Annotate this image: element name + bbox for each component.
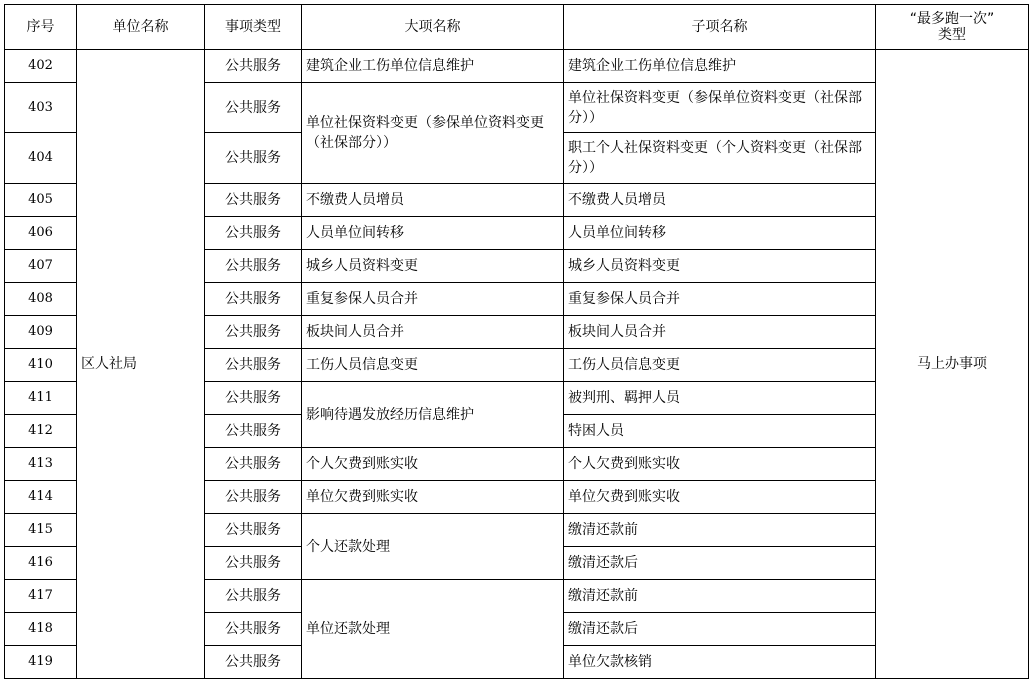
major-cell: 个人还款处理 bbox=[302, 514, 564, 580]
type-cell: 公共服务 bbox=[205, 217, 302, 250]
header-major: 大项名称 bbox=[302, 5, 564, 50]
type-cell: 公共服务 bbox=[205, 83, 302, 133]
seq-cell: 407 bbox=[5, 250, 77, 283]
header-row bbox=[5, 5, 1029, 50]
header-run-type-line1: “最多跑一次” bbox=[909, 11, 995, 27]
sub-cell: 工伤人员信息变更 bbox=[564, 349, 876, 382]
major-cell: 单位欠费到账实收 bbox=[302, 481, 564, 514]
header-unit: 单位名称 bbox=[77, 5, 205, 50]
seq-cell: 417 bbox=[5, 580, 77, 613]
run-type-cell: 马上办事项 bbox=[876, 50, 1029, 679]
seq-cell: 408 bbox=[5, 283, 77, 316]
sub-cell: 单位欠费到账实收 bbox=[564, 481, 876, 514]
sub-cell: 职工个人社保资料变更（个人资料变更（社保部分）） bbox=[564, 133, 876, 184]
sub-cell: 板块间人员合并 bbox=[564, 316, 876, 349]
sub-cell: 特困人员 bbox=[564, 415, 876, 448]
unit-name-cell: 区人社局 bbox=[77, 50, 205, 679]
seq-cell: 414 bbox=[5, 481, 77, 514]
major-cell: 影响待遇发放经历信息维护 bbox=[302, 382, 564, 448]
seq-cell: 419 bbox=[5, 646, 77, 679]
major-cell: 个人欠费到账实收 bbox=[302, 448, 564, 481]
sub-cell: 单位社保资料变更（参保单位资料变更（社保部分）） bbox=[564, 83, 876, 133]
type-cell: 公共服务 bbox=[205, 415, 302, 448]
major-cell: 单位还款处理 bbox=[302, 580, 564, 679]
seq-cell: 405 bbox=[5, 184, 77, 217]
sub-cell: 个人欠费到账实收 bbox=[564, 448, 876, 481]
table-row bbox=[5, 50, 1029, 83]
sub-cell: 人员单位间转移 bbox=[564, 217, 876, 250]
type-cell: 公共服务 bbox=[205, 283, 302, 316]
major-cell: 城乡人员资料变更 bbox=[302, 250, 564, 283]
sub-cell: 缴清还款后 bbox=[564, 613, 876, 646]
sub-cell: 建筑企业工伤单位信息维护 bbox=[564, 50, 876, 83]
seq-cell: 406 bbox=[5, 217, 77, 250]
type-cell: 公共服务 bbox=[205, 184, 302, 217]
service-items-table bbox=[4, 4, 1029, 679]
type-cell: 公共服务 bbox=[205, 646, 302, 679]
header-run-type bbox=[876, 5, 1029, 50]
type-cell: 公共服务 bbox=[205, 613, 302, 646]
header-type: 事项类型 bbox=[205, 5, 302, 50]
seq-cell: 403 bbox=[5, 83, 77, 133]
seq-cell: 418 bbox=[5, 613, 77, 646]
header-seq: 序号 bbox=[5, 5, 77, 50]
type-cell: 公共服务 bbox=[205, 50, 302, 83]
seq-cell: 402 bbox=[5, 50, 77, 83]
type-cell: 公共服务 bbox=[205, 580, 302, 613]
seq-cell: 410 bbox=[5, 349, 77, 382]
type-cell: 公共服务 bbox=[205, 547, 302, 580]
seq-cell: 411 bbox=[5, 382, 77, 415]
sub-cell: 重复参保人员合并 bbox=[564, 283, 876, 316]
sub-cell: 单位欠款核销 bbox=[564, 646, 876, 679]
type-cell: 公共服务 bbox=[205, 448, 302, 481]
type-cell: 公共服务 bbox=[205, 250, 302, 283]
type-cell: 公共服务 bbox=[205, 133, 302, 184]
sub-cell: 缴清还款前 bbox=[564, 514, 876, 547]
type-cell: 公共服务 bbox=[205, 316, 302, 349]
sub-cell: 缴清还款后 bbox=[564, 547, 876, 580]
major-cell: 板块间人员合并 bbox=[302, 316, 564, 349]
major-cell: 建筑企业工伤单位信息维护 bbox=[302, 50, 564, 83]
major-cell: 工伤人员信息变更 bbox=[302, 349, 564, 382]
seq-cell: 415 bbox=[5, 514, 77, 547]
type-cell: 公共服务 bbox=[205, 514, 302, 547]
seq-cell: 409 bbox=[5, 316, 77, 349]
type-cell: 公共服务 bbox=[205, 382, 302, 415]
sub-cell: 城乡人员资料变更 bbox=[564, 250, 876, 283]
seq-cell: 413 bbox=[5, 448, 77, 481]
type-cell: 公共服务 bbox=[205, 349, 302, 382]
type-cell: 公共服务 bbox=[205, 481, 302, 514]
major-cell: 人员单位间转移 bbox=[302, 217, 564, 250]
seq-cell: 416 bbox=[5, 547, 77, 580]
header-sub: 子项名称 bbox=[564, 5, 876, 50]
sub-cell: 被判刑、羁押人员 bbox=[564, 382, 876, 415]
major-cell: 重复参保人员合并 bbox=[302, 283, 564, 316]
major-cell: 单位社保资料变更（参保单位资料变更（社保部分）） bbox=[302, 83, 564, 184]
header-run-type-line2: 类型 bbox=[938, 27, 966, 43]
sub-cell: 不缴费人员增员 bbox=[564, 184, 876, 217]
seq-cell: 412 bbox=[5, 415, 77, 448]
sub-cell: 缴清还款前 bbox=[564, 580, 876, 613]
major-cell: 不缴费人员增员 bbox=[302, 184, 564, 217]
seq-cell: 404 bbox=[5, 133, 77, 184]
